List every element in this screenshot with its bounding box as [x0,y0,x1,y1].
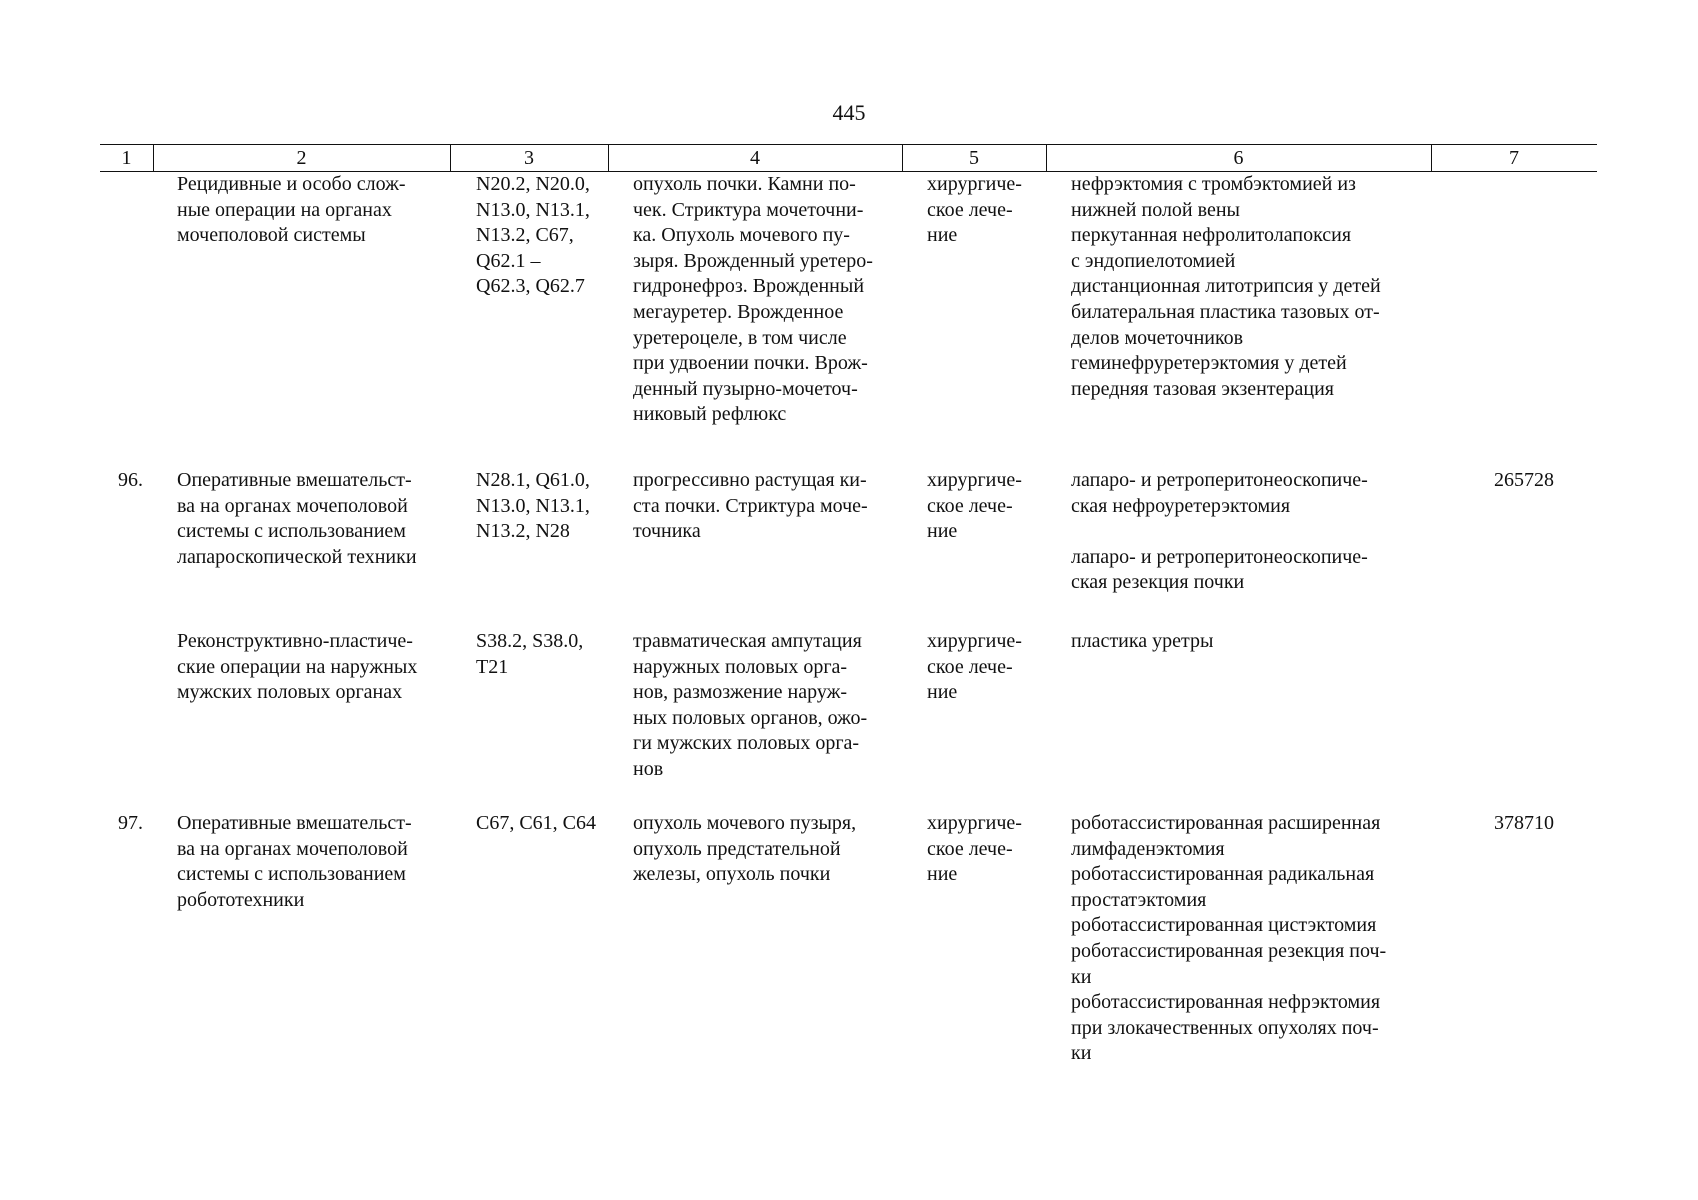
treatment-method: роботассистированная расширенная лимфаденэктомия роботассистированная радикальная простатэктомия роботассистированная цистэктомия роботассистированная резекция поч- ки роботассистированная нефрэктомия при злокачественных опухолях поч- ки [1071,812,1387,1065]
operation-group: Оперативные вмешательст- ва на органах мочеполовой системы с использованием лапароскопической техники [177,469,417,568]
icd-codes: N20.2, N20.0, N13.0, N13.1, N13.2, C67, Q62.1 – Q62.3, Q62.7 [476,173,590,298]
treatment-method: пластика уретры [1071,630,1214,652]
header-col-2: 2 [296,147,307,169]
diagnosis: опухоль почки. Камни по- чек. Стриктура мочеточни- ка. Опухоль мочевого пу- зыря. Врожденный уретеро- гидронефроз. Врожденный мегауретер. Врожденное уретероцеле, в том числе при удвоении почки. Врож- денный пузырно-мочеточ- никовый рефлюкс [633,173,873,426]
diagnosis: опухоль мочевого пузыря, опухоль предстательной железы, опухоль почки [633,812,857,886]
table-header [100,144,1597,172]
header-col-4: 4 [750,147,760,169]
treatment-type: хирургиче- ское лече- ние [927,173,1022,247]
treatment-method: лапаро- и ретроперитонеоскопиче- ская нефроуретерэктомия лапаро- и ретроперитонеоскопиче- ская резекция почки [1071,469,1368,594]
row-number: 97. [118,812,143,834]
header-col-5: 5 [969,147,979,169]
cost: 265728 [1494,469,1554,491]
header-col-3: 3 [524,147,534,169]
treatment-type: хирургиче- ское лече- ние [927,469,1022,543]
header-col-1: 1 [121,147,132,169]
icd-codes: C67, C61, C64 [476,812,597,834]
diagnosis: травматическая ампутация наружных половых орга- нов, размозжение наруж- ных половых органов, ожо- ги мужских половых орга- нов [633,630,868,780]
diagnosis: прогрессивно растущая ки- ста почки. Стриктура моче- точника [633,469,868,543]
operation-group: Реконструктивно-пластиче- ские операции на наружных мужских половых органах [177,630,418,704]
treatment-method: нефрэктомия с тромбэктомией из нижней полой вены перкутанная нефролитолапоксия с эндопиелотомией дистанционная литотрипсия у детей билатеральная пластика тазовых от- делов мочеточников геминефруретерэктомия у детей передняя тазовая экзентерация [1071,173,1381,400]
treatment-type: хирургиче- ское лече- ние [927,812,1022,886]
operation-group: Рецидивные и особо слож- ные операции на органах мочеполовой системы [177,173,406,247]
icd-codes: S38.2, S38.0, T21 [476,630,584,678]
operation-group: Оперативные вмешательст- ва на органах мочеполовой системы с использованием робототехники [177,812,412,911]
page-number: 445 [832,100,866,125]
header-col-7: 7 [1509,147,1519,169]
row-number: 96. [118,469,143,491]
cost: 378710 [1494,812,1554,834]
header-col-6: 6 [1233,147,1244,169]
icd-codes: N28.1, Q61.0, N13.0, N13.1, N13.2, N28 [476,469,590,543]
treatment-type: хирургиче- ское лече- ние [927,630,1022,704]
